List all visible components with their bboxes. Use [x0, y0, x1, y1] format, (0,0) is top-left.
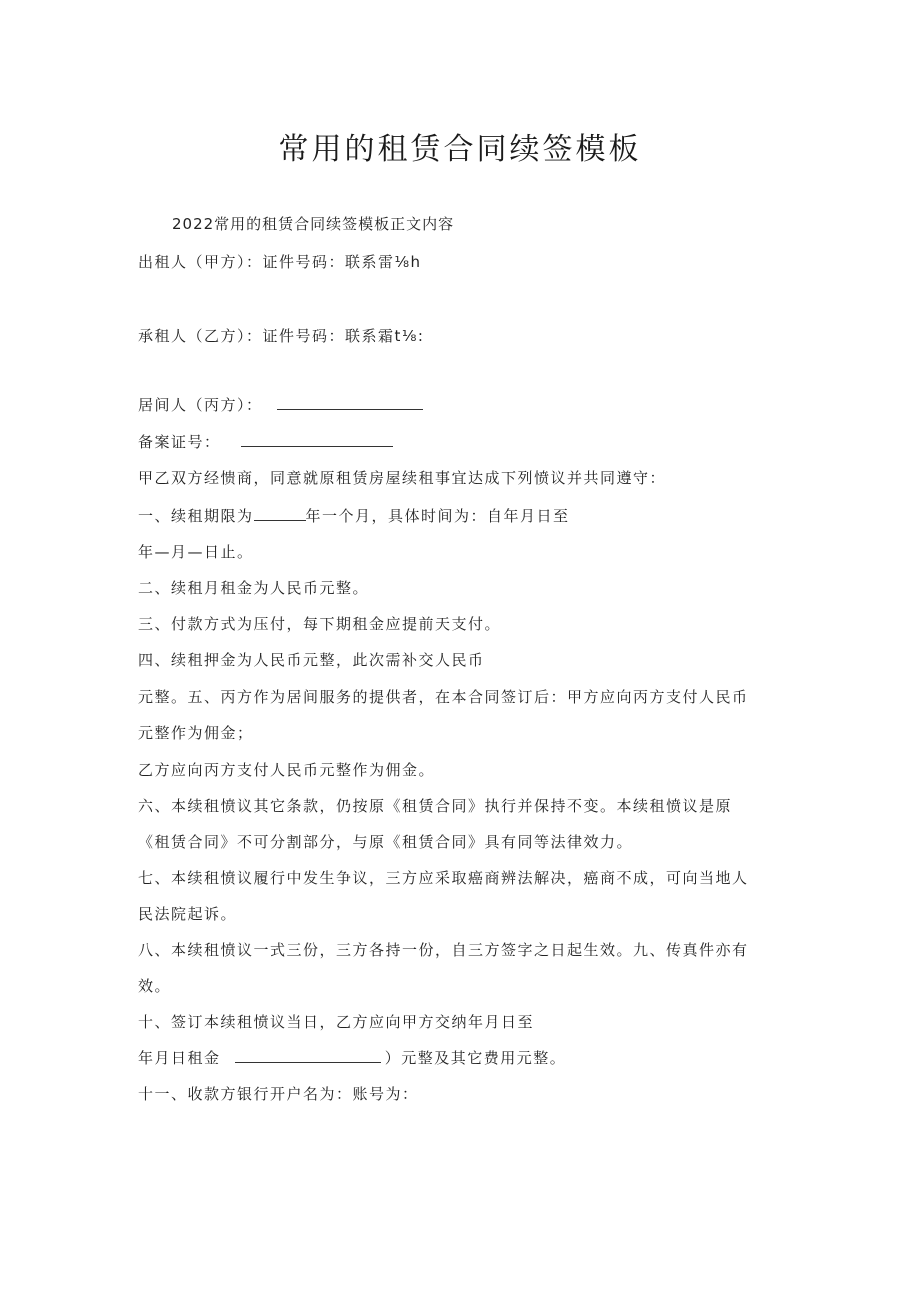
- preamble-line: 甲乙双方经愦商，同意就原租赁房屋续租事宜达成下列愤议并共同遵守：: [138, 469, 667, 487]
- clause-8-cont: 效。: [138, 977, 172, 995]
- record-line: [138, 432, 393, 452]
- clause-4-line: 四、续租押金为人民币元整，此次需补交人民币: [138, 651, 485, 669]
- clause-7-line: 七、本续租愤议履行中发生争议，三方应采取癌商辨法解决，癌商不成，可向当地人: [138, 869, 749, 887]
- document-title: 常用的租赁合同续签模板: [278, 132, 642, 167]
- record-label: 备案证号：: [138, 433, 221, 451]
- clause-3-line: 三、付款方式为压付，每下期租金应提前天支付。: [138, 615, 502, 633]
- clause-10-line: 十、签订本续租愤议当日，乙方应向甲方交纳年月日至: [138, 1013, 535, 1031]
- intro-line: 2022常用的租赁合同续签模板正文内容: [172, 215, 455, 233]
- clause-10-cont: [138, 1048, 566, 1068]
- clause-8-line: 八、本续租愤议一式三份，三方各持一份，自三方签字之日起生效。九、传真件亦有: [138, 941, 749, 959]
- clause-1-cont: 年—月—日止。: [138, 543, 254, 561]
- broker-line: [138, 395, 423, 415]
- clause-5-cont: 元整作为佣金；: [138, 724, 254, 742]
- lessee-line: 承租人（乙方）：证件号码：联系霜t⅛:: [138, 327, 425, 345]
- clause-2-line: 二、续租月租金为人民币元整。: [138, 579, 370, 597]
- clause-5-line: 元整。五、丙方作为居间服务的提供者，在本合同签订后：甲方应向丙方支付人民币: [138, 688, 749, 706]
- clause-7-cont: 民法院起诉。: [138, 905, 238, 923]
- clause-6-line: 六、本续租愤议其它条款，仍按原《租赁合同》执行并保持不变。本续租愤议是原: [138, 797, 733, 815]
- clause-5-cont2: 乙方应向丙方支付人民币元整作为佣金。: [138, 761, 436, 779]
- clause-6-cont: 《租赁合同》不可分割部分，与原《租赁合同》具有同等法律效力。: [138, 833, 634, 851]
- broker-blank: [277, 395, 423, 410]
- clause-10-rent-end: ）元整及其它费用元整。: [384, 1049, 567, 1067]
- clause-11-line: 十一、收款方银行开户名为：账号为：: [138, 1085, 419, 1103]
- record-blank: [241, 432, 393, 447]
- clause-10-blank: [235, 1048, 381, 1063]
- clause-1-end: 年一个月，具体时间为：自年月日至: [305, 507, 570, 525]
- broker-label: 居间人（丙方）：: [138, 396, 263, 414]
- clause-1-start: 一、续租期限为: [138, 507, 254, 525]
- clause-10-rent-label: 年月日租金: [138, 1049, 221, 1067]
- clause-1-line: [138, 506, 570, 526]
- clause-1-blank: [254, 506, 306, 521]
- lessor-line: 出租人（甲方）：证件号码：联系雷⅛h: [138, 253, 422, 271]
